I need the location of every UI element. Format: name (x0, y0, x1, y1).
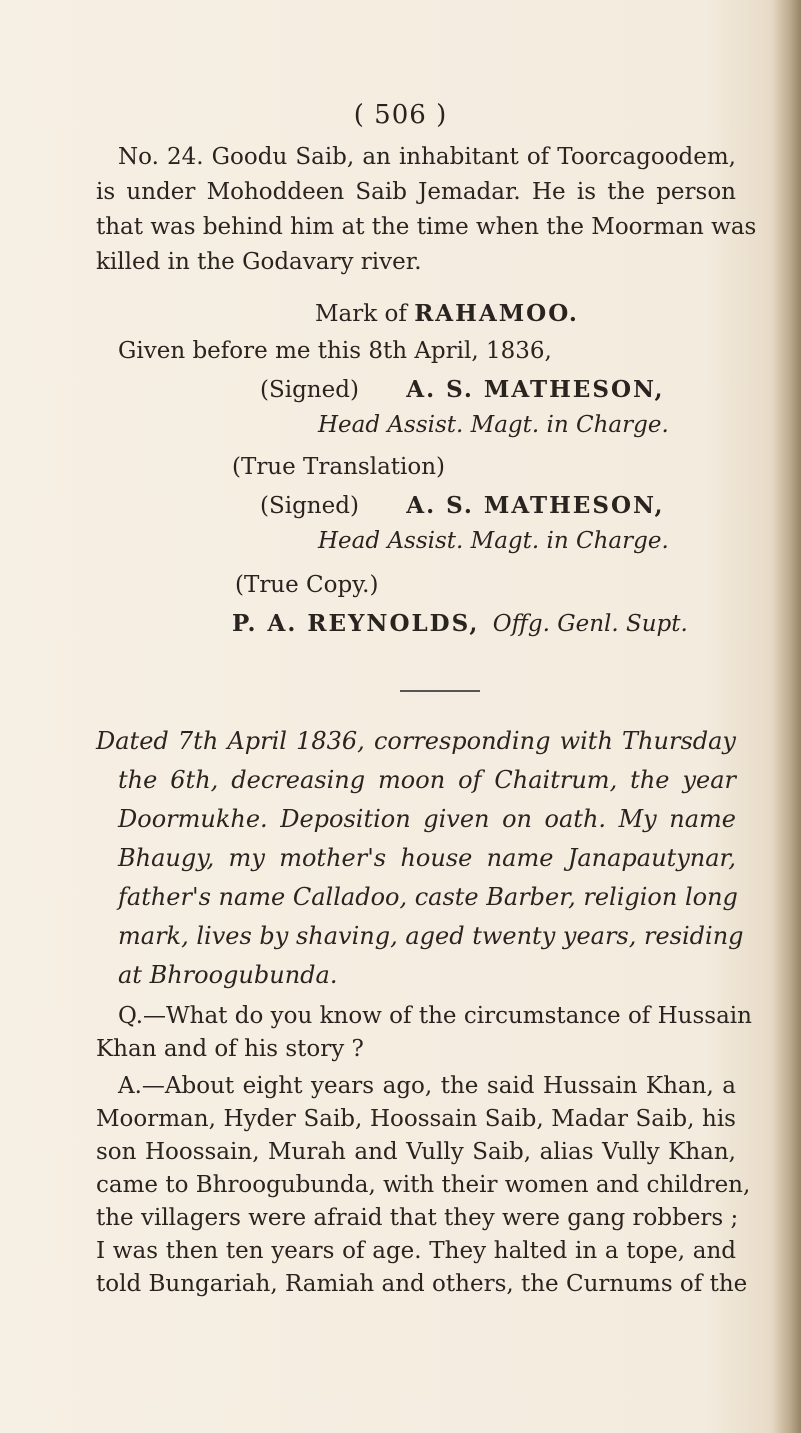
signatory-title: Head Assist. Magt. in Charge. (318, 528, 669, 554)
section-divider (400, 690, 480, 692)
true-translation: (True Translation) (232, 454, 446, 480)
signatory-name: P. A. REYNOLDS, (232, 610, 480, 637)
answer-paragraph (96, 1070, 751, 1301)
signature-2 (260, 492, 665, 519)
text-line: father's name Calladoo, caste Barber, religion long (118, 883, 738, 911)
text-line: killed in the Godavary river. (96, 249, 422, 275)
text-line: son Hoossain, Murah and Vully Saib, alias Vully Khan, (96, 1139, 736, 1165)
text-line: at Bhroogubunda. (118, 961, 338, 989)
text-line: A.—About eight years ago, the said Hussain Khan, a (118, 1073, 736, 1099)
text-line: No. 24. Goodu Saib, an inhabitant of Toorcagoodem, (118, 144, 736, 170)
text-line: the 6th, decreasing moon of Chaitrum, the year (118, 766, 736, 794)
mark-prefix: Mark of (315, 301, 407, 327)
signed-label: (Signed) (260, 377, 359, 403)
mark-name: RAHAMOO. (414, 300, 579, 327)
mark-line (315, 300, 579, 327)
text-line: told Bungariah, Ramiah and others, the Curnums of the (96, 1271, 748, 1297)
text-line: Q.—What do you know of the circumstance of Hussain (118, 1003, 752, 1029)
page-number: ( 506 ) (353, 100, 448, 130)
text-line: Bhaugy, my mother's house name Janapautynar, (118, 844, 736, 872)
text-line: I was then ten years of age. They halted in a tope, and (96, 1238, 736, 1264)
text-line: the villagers were afraid that they were gang robbers ; (96, 1205, 739, 1231)
signatory-title: Head Assist. Magt. in Charge. (318, 412, 669, 438)
true-copy: (True Copy.) (235, 572, 379, 598)
page-edge-shadow (773, 0, 801, 1433)
text-line: came to Bhroogubunda, with their women and children, (96, 1172, 751, 1198)
text-line: mark, lives by shaving, aged twenty years, residing (118, 922, 744, 950)
signatory-name: A. S. MATHESON, (406, 376, 665, 403)
dated-paragraph (96, 722, 744, 995)
paragraph-no24 (96, 140, 757, 280)
text-line: that was behind him at the time when the Moorman was (96, 214, 757, 240)
text-line: is under Mohoddeen Saib Jemadar. He is the person (96, 179, 736, 205)
question-paragraph (96, 1000, 752, 1066)
text-line: Moorman, Hyder Saib, Hoossain Saib, Madar Saib, his (96, 1106, 736, 1132)
given-before-line: Given before me this 8th April, 1836, (118, 338, 552, 364)
signatory-title: Offg. Genl. Supt. (492, 611, 688, 637)
signature-1 (260, 376, 665, 403)
reynolds-signature (232, 610, 688, 637)
text-line: Khan and of his story ? (96, 1036, 364, 1062)
text-line: Dated 7th April 1836, corresponding with Thursday (96, 727, 736, 755)
text-line: Doormukhe. Deposition given on oath. My name (118, 805, 736, 833)
signed-label: (Signed) (260, 493, 359, 519)
signatory-name: A. S. MATHESON, (406, 492, 665, 519)
